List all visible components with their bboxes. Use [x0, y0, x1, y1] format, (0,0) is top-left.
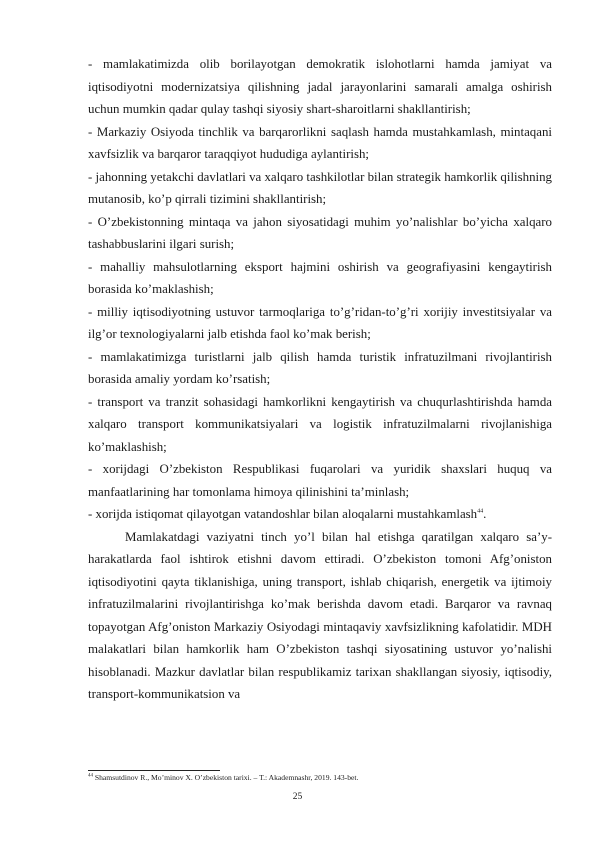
list-item-6: - milliy iqtisodiyotning ustuvor tarmoqlariga to’g’ridan-to’g’ri xorijiy investitsiyalar va ilg’or texnologiyalarni jalb etishda faol ko’mak berish; — [88, 304, 552, 341]
list-item-3: - jahonning yetakchi davlatlari va xalqaro tashkilotlar bilan strategik hamkorlik qilishning mutanosib, ko’p qirrali tizimini shakllantirish; — [88, 169, 552, 206]
list-item-5: - mahalliy mahsulotlarning eksport hajmini oshirish va geografiyasini kengaytirish borasida ko’maklashish; — [88, 259, 552, 296]
footnote-separator — [88, 770, 220, 771]
footnote-text: Shamsutdinov R., Mo’minov X. O’zbekiston tarixi. – T.: Akademnashr, 2019. 143-bet. — [93, 773, 359, 782]
list-item-4: - O’zbekistonning mintaqa va jahon siyosatidagi muhim yo’nalishlar bo’yicha xalqaro tashabbuslarini ilgari surish; — [88, 214, 552, 251]
list-item-9: - xorijdagi O’zbekiston Respublikasi fuqarolari va yuridik shaxslari huquq va manfaatlarining har tomonlama himoya qilinishini ta’minlash; — [88, 462, 552, 499]
page-number: 25 — [292, 792, 303, 802]
body-paragraph: Mamlakatdagi vaziyatni tinch yo’l bilan hal etishga qaratilgan xalqaro sa’y-harakatlarda faol ishtirok etishni davom ettiradi. O’zbekiston tomoni Afg’oniston iqtisodiyotini qayta tiklanishiga, uning transport, ishlab chiqarish, energetik va ijtimoiy infratuzilmalarini rivojlantirishga ko’mak berishda davom etadi. Barqaror va ravnaq topayotgan Afg’oniston Markaziy Osiyodagi mintaqaviy xavfsizlikning kafolatidir. MDH malakatlari bilan hamkorlik ham O’zbekiston tashqi siyosatining ustuvor yo’nalishi hisoblanadi. Mazkur davlatlar bilan respublikamiz tarixan shakllangan siyosiy, iqtisodiy, transport-kommunikatsion va — [88, 529, 552, 701]
footnote-reference[interactable]: 44 — [477, 508, 484, 515]
list-item-2: - Markaziy Osiyoda tinchlik va barqarorlikni saqlash hamda mustahkamlash, mintaqani xavfsizlik va barqaror taraqqiyot hududiga aylantirish; — [88, 124, 552, 161]
list-item-1: - mamlakatimizda olib borilayotgan demokratik islohotlarni hamda jamiyat va iqtisodiyotni modernizatsiya qilishning jadal jarayonlarini samarali amalga oshirish uchun mumkin qadar qulay tashqi siyosiy shart-sharoitlarni shakllantirish; — [88, 57, 552, 116]
list-item-7: - mamlakatimizga turistlarni jalb qilish hamda turistik infratuzilmani rivojlantirish borasida amaliy yordam ko’rsatish; — [88, 349, 552, 386]
page-body — [88, 53, 552, 706]
list-item-10: - xorijda istiqomat qilayotgan vatandoshlar bilan aloqalarni mustahkamlash$^{44}$. — [88, 507, 487, 521]
footnote-number: 44 — [88, 773, 93, 779]
footnote — [88, 773, 552, 783]
list-item-8: - transport va tranzit sohasidagi hamkorlikni kengaytirish va chuqurlashtirishda hamda xalqaro transport kommunikatsiyalari va logistik infratuzilmalarni rivojlanishiga ko’maklashish; — [88, 394, 552, 454]
list-item-10-text: - xorijda istiqomat qilayotgan vatandoshlar bilan aloqalarni mustahkamlash — [88, 507, 478, 521]
